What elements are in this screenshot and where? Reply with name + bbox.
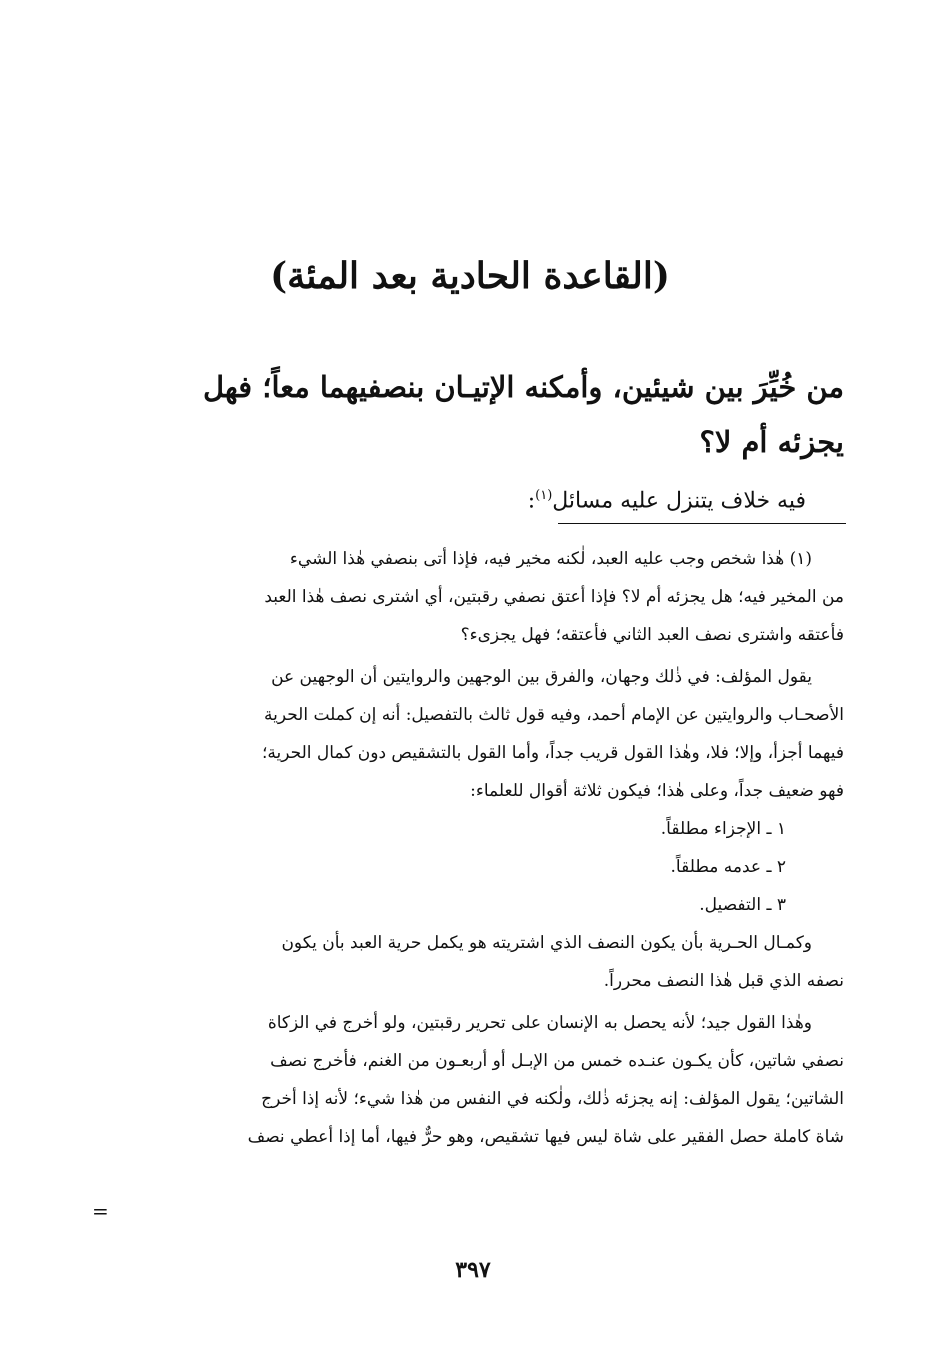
intro-text: فيه خلاف يتنزل عليه مسائل bbox=[552, 488, 806, 514]
continuation-mark: = bbox=[92, 1199, 109, 1223]
chapter-title: (القاعدة الحادية بعد المئة) bbox=[270, 255, 670, 297]
page-number: ٣٩٧ bbox=[455, 1257, 491, 1283]
list-item: ٣ ـ التفصيل. bbox=[699, 895, 786, 915]
footnote-block bbox=[120, 540, 844, 1156]
rule-heading bbox=[104, 360, 844, 470]
zakat-paragraph-line: الشاتين؛ يقول المؤلف: إنه يجزئه ذٰلك، ولٰكنه في النفس من هٰذا شيء؛ لأنه إذا أخرج bbox=[261, 1089, 844, 1109]
list-item: ٢ ـ عدمه مطلقاً. bbox=[670, 857, 786, 877]
intro-paragraph bbox=[286, 476, 806, 521]
footnote-line: من المخير فيه؛ هل يجزئه أم لا؟ فإذا أعتق نصفي رقبتين، أي اشترى نصف هٰذا العبد bbox=[264, 587, 844, 607]
author-paragraph-line: يقول المؤلف: في ذٰلك وجهان، والفرق بين الوجهين والروايتين أن الوجهين عن bbox=[271, 667, 812, 687]
list-item: ١ ـ الإجزاء مطلقاً. bbox=[660, 819, 786, 839]
zakat-paragraph-line: وهٰذا القول جيد؛ لأنه يحصل به الإنسان على تحرير رقبتين، ولو أخرج في الزكاة bbox=[267, 1013, 812, 1033]
author-paragraph-line: فيهما أجزأ، وإلا؛ فلا، وهٰذا القول قريب جداً، وأما القول بالتشقيص دون كمال الحرية؛ bbox=[261, 743, 844, 763]
author-paragraph-line: فهو ضعيف جداً، وعلى هٰذا؛ فيكون ثلاثة أقوال للعلماء: bbox=[470, 781, 844, 801]
completion-paragraph-line: وكمـال الحـرية بأن يكون النصف الذي اشتريته هو يكمل حرية العبد بأن يكون bbox=[281, 933, 812, 953]
footnote-line: فأعتقه واشترى نصف العبد الثاني فأعتقه؛ فهل يجزىء؟ bbox=[460, 625, 844, 645]
author-paragraph-line: الأصحـاب والروايتين عن الإمام أحمد، وفيه قول ثالث بالتفصيل: أنه إن كملت الحرية bbox=[263, 705, 844, 725]
footnote-line: (١) هٰذا شخص وجب عليه العبد، لٰكنه مخير فيه، فإذا أتى بنصفي هٰذا الشيء bbox=[289, 549, 812, 569]
rule-heading-line: يجزئه أم لا؟ bbox=[699, 425, 844, 459]
completion-paragraph-line: نصفه الذي قبل هٰذا النصف محرراً. bbox=[603, 971, 844, 991]
footnote-separator bbox=[558, 523, 846, 524]
footnote-reference: (١) bbox=[535, 488, 553, 503]
zakat-paragraph-line: نصفي شاتين، كأن يكـون عنـده خمس من الإبـل أو أربعـون من الغنم، فأخرج نصف bbox=[270, 1051, 844, 1071]
zakat-paragraph-line: شاة كاملة حصل الفقير على شاة ليس فيها تشقيص، وهو حرٌّ فيها، أما إذا أعطي نصف bbox=[247, 1127, 844, 1147]
intro-trailing-colon: : bbox=[527, 488, 536, 514]
rule-heading-line: من خُيِّرَ بين شيئين، وأمكنه الإتيـان بنصفيهما معاً؛ فهل bbox=[202, 370, 844, 404]
